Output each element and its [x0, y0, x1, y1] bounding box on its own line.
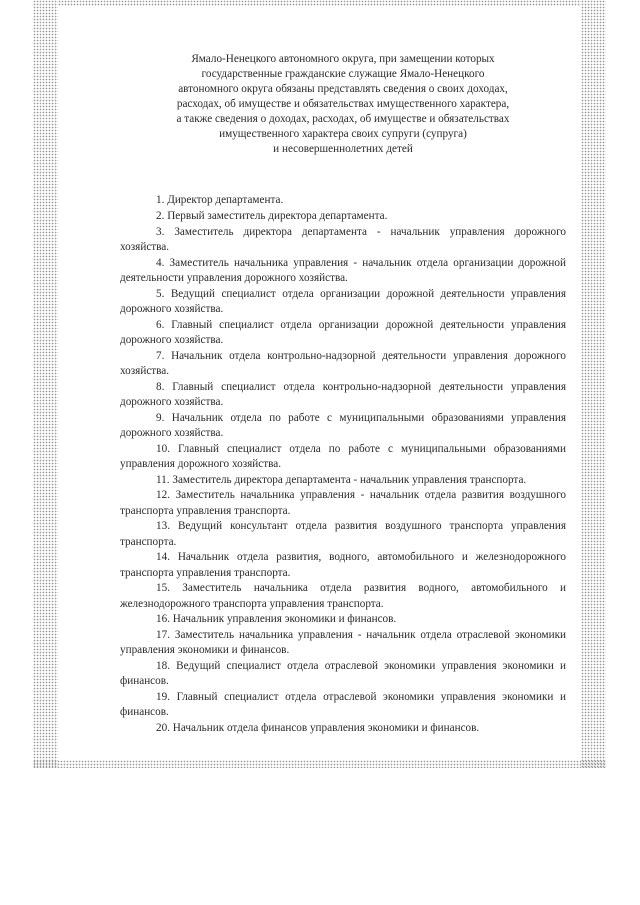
list-item: 14. Начальник отдела развития, водного, автомобильного и железнодорожного транспорта управления транспорта.	[120, 551, 566, 579]
list-item: 12. Заместитель начальника управления - начальник отдела развития воздушного транспорта управления транспорта.	[120, 489, 566, 517]
list-item: 6. Главный специалист отдела организации дорожной деятельности управления дорожного хозяйства.	[120, 318, 566, 346]
heading-line: расходах, об имуществе и обязательствах имущественного характера,	[176, 98, 510, 110]
scan-border-top	[58, 0, 581, 6]
positions-list	[120, 193, 566, 736]
heading-line: Ямало-Ненецкого автономного округа, при замещении которых	[191, 53, 495, 65]
list-item: 15. Заместитель начальника отдела развития водного, автомобильного и железнодорожного транспорта управления транспорта.	[120, 582, 566, 610]
list-item: 1. Директор департамента.	[156, 194, 284, 206]
list-item: 13. Ведущий консультант отдела развития воздушного транспорта управления транспорта.	[120, 520, 566, 548]
document-heading	[120, 52, 566, 157]
document-page	[120, 52, 566, 737]
list-item: 5. Ведущий специалист отдела организации дорожной деятельности управления дорожного хозяйства.	[120, 287, 566, 315]
list-item: 7. Начальник отдела контрольно-надзорной деятельности управления дорожного хозяйства.	[120, 349, 566, 377]
scan-border-right	[581, 0, 606, 768]
scan-border-left	[33, 0, 58, 768]
list-item: 4. Заместитель начальника управления - начальник отдела организации дорожной деятельности управления дорожного хозяйства.	[120, 256, 566, 284]
scan-border-bottom	[33, 760, 606, 768]
list-item: 17. Заместитель начальника управления - начальник отдела отраслевой экономики управления экономики и финансов.	[120, 629, 566, 657]
list-item: 16. Начальник управления экономики и финансов.	[156, 613, 397, 626]
heading-line: государственные гражданские служащие Ямало-Ненецкого	[201, 68, 485, 80]
list-item: 9. Начальник отдела по работе с муниципальными образованиями управления дорожного хозяйства.	[120, 411, 566, 439]
list-item: 8. Главный специалист отдела контрольно-надзорной деятельности управления дорожного хозяйства.	[120, 380, 566, 408]
list-item: 20. Начальник отдела финансов управления экономики и финансов.	[156, 722, 480, 735]
list-item: 10. Главный специалист отдела по работе с муниципальными образованиями управления дорожного хозяйства.	[120, 442, 566, 470]
list-item: 3. Заместитель директора департамента - начальник управления дорожного хозяйства.	[120, 225, 566, 253]
list-item: 18. Ведущий специалист отдела отраслевой экономики управления экономики и финансов.	[120, 660, 566, 688]
list-item: 11. Заместитель директора департамента - начальник управления транспорта.	[156, 473, 527, 486]
heading-line: автономного округа обязаны представлять сведения о своих доходах,	[178, 83, 508, 95]
heading-line: и несовершеннолетних детей	[273, 143, 413, 155]
list-item: 19. Главный специалист отдела отраслевой экономики управления экономики и финансов.	[120, 691, 566, 719]
list-item: 2. Первый заместитель директора департамента.	[156, 209, 388, 222]
heading-line: а также сведения о доходах, расходах, об имуществе и обязательствах	[176, 113, 510, 125]
heading-line: имущественного характера своих супруги (супруга)	[219, 128, 467, 140]
